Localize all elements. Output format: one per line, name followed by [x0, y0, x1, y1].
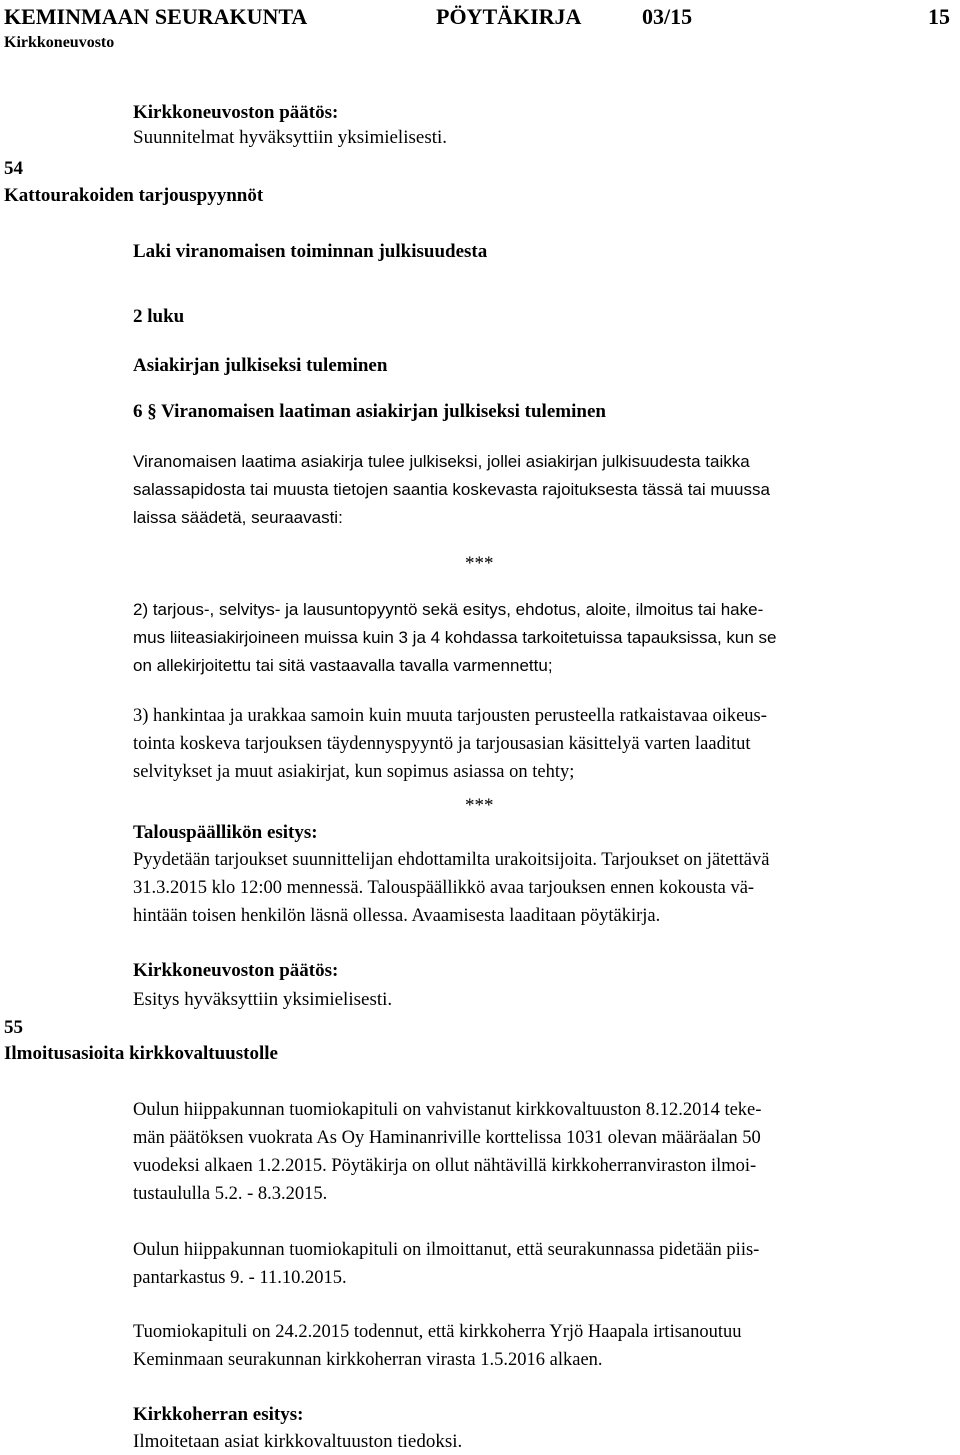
proposal-heading: Kirkkoherran esitys: [133, 1404, 304, 1425]
header-page-number: 15 [928, 4, 950, 29]
notice-line: tustaululla 5.2. - 8.3.2015. [133, 1184, 328, 1204]
item-title: Kattourakoiden tarjouspyynnöt [4, 185, 264, 206]
header-doc-type: PÖYTÄKIRJA [436, 4, 582, 29]
point-3-line: 3) hankintaa ja urakkaa samoin kuin muuta tarjousten perusteella ratkaistavaa oikeus- [133, 706, 767, 726]
point-3-line: tointa koskeva tarjouksen täydennyspyyntö ja tarjousasian käsittelyä varten laaditut [133, 734, 751, 754]
point-2-line: on allekirjoitettu tai sitä vastaavalla tavalla varmennettu; [133, 656, 553, 675]
item-number: 54 [4, 158, 23, 179]
notice-line: Keminmaan seurakunnan kirkkoherran virasta 1.5.2016 alkaen. [133, 1350, 603, 1370]
section-text-line: salassapidosta tai muusta tietojen saantia koskevasta rajoituksesta tässä tai muussa [133, 480, 770, 499]
proposal-heading: Talouspäällikön esitys: [133, 822, 318, 843]
chapter-number: 2 luku [133, 306, 185, 327]
section-text-line: Viranomaisen laatima asiakirja tulee julkiseksi, jollei asiakirjan julkisuudesta taikka [133, 452, 750, 471]
decision-text: Esitys hyväksyttiin yksimielisesti. [133, 989, 393, 1010]
notice-line: män päätöksen vuokrata As Oy Haminanriville korttelissa 1031 olevan määräalan 50 [133, 1128, 761, 1148]
header-org: KEMINMAAN SEURAKUNTA [4, 4, 308, 29]
notice-paragraph-3 [133, 1318, 955, 1374]
point-3 [133, 702, 955, 786]
point-2 [133, 596, 955, 680]
proposal-text [133, 846, 955, 930]
point-3-line: selvitykset ja muut asiakirjat, kun sopimus asiassa on tehty; [133, 762, 575, 782]
item-title: Ilmoitusasioita kirkkovaltuustolle [4, 1043, 278, 1064]
point-2-line: mus liiteasiakirjoineen muissa kuin 3 ja 4 kohdassa tarkoitetuissa tapauksissa, kun se [133, 628, 777, 647]
notice-paragraph-2 [133, 1236, 955, 1292]
separator: *** [465, 795, 494, 816]
decision-heading: Kirkkoneuvoston päätös: [133, 960, 339, 981]
proposal-text-line: hintään toisen henkilön läsnä ollessa. Avaamisesta laaditaan pöytäkirja. [133, 906, 661, 926]
decision-text: Suunnitelmat hyväksyttiin yksimielisesti. [133, 127, 448, 148]
header-body-name: Kirkkoneuvosto [4, 34, 115, 51]
section-text-line: laissa säädetä, seuraavasti: [133, 508, 343, 527]
proposal-text-line: 31.3.2015 klo 12:00 mennessä. Talouspäällikkö avaa tarjouksen ennen kokousta vä- [133, 878, 755, 898]
section-title: 6 § Viranomaisen laatiman asiakirjan julkiseksi tuleminen [133, 401, 606, 422]
notice-line: vuodeksi alkaen 1.2.2015. Pöytäkirja on ollut nähtävillä kirkkoherranviraston ilmoi- [133, 1156, 757, 1176]
point-2-line: 2) tarjous-, selvitys- ja lausuntopyyntö sekä esitys, ehdotus, aloite, ilmoitus tai hake- [133, 600, 764, 619]
item-number: 55 [4, 1017, 23, 1038]
notice-line: Oulun hiippakunnan tuomiokapituli on ilmoittanut, että seurakunnassa pidetään piis- [133, 1240, 760, 1260]
notice-line: pantarkastus 9. - 11.10.2015. [133, 1268, 347, 1288]
notice-line: Oulun hiippakunnan tuomiokapituli on vahvistanut kirkkovaltuuston 8.12.2014 teke- [133, 1100, 762, 1120]
notice-line: Tuomiokapituli on 24.2.2015 todennut, että kirkkoherra Yrjö Haapala irtisanoutuu [133, 1322, 742, 1342]
chapter-title: Asiakirjan julkiseksi tuleminen [133, 355, 388, 376]
law-title: Laki viranomaisen toiminnan julkisuudesta [133, 241, 488, 262]
notice-paragraph-1 [133, 1096, 955, 1208]
proposal-text-line: Pyydetään tarjoukset suunnittelijan ehdottamilta urakoitsijoita. Tarjoukset on jätettävä [133, 850, 770, 870]
decision-heading: Kirkkoneuvoston päätös: [133, 102, 339, 123]
header-doc-number: 03/15 [642, 4, 693, 29]
separator: *** [465, 553, 494, 574]
proposal-text: Ilmoitetaan asiat kirkkovaltuuston tiedoksi. [133, 1431, 463, 1452]
section-text [133, 448, 955, 532]
